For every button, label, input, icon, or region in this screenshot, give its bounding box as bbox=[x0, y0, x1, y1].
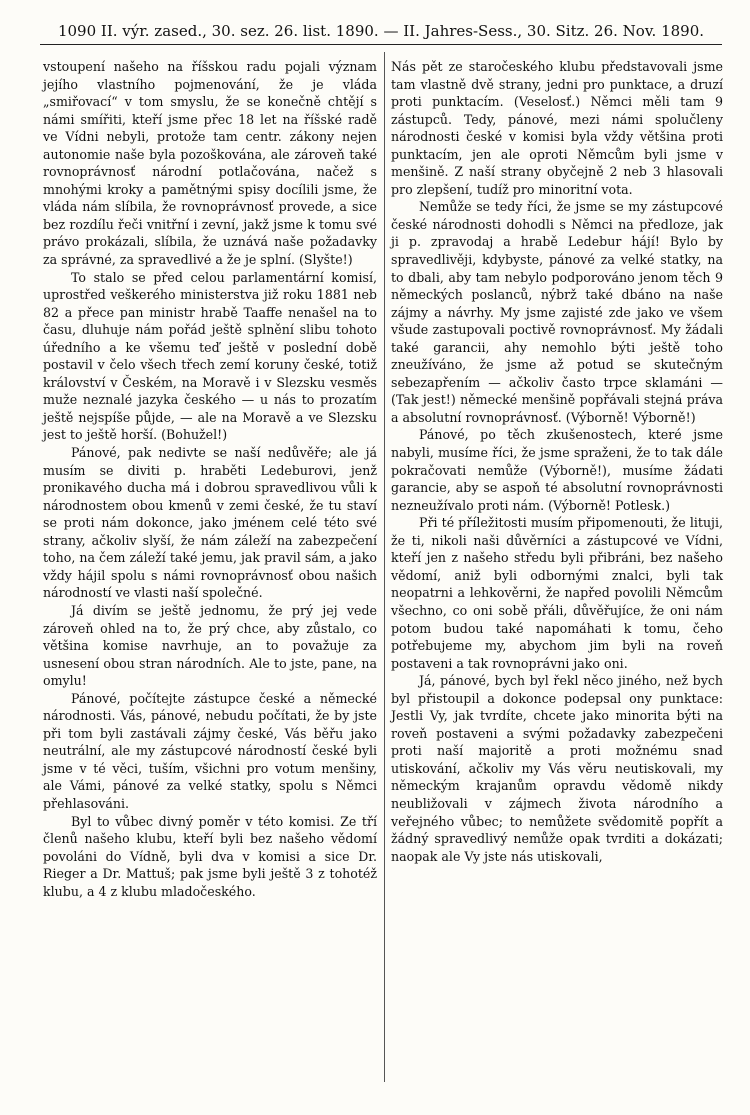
paragraph: To stalo se před celou parlamentární komisí, uprostřed veškerého ministerstva již roku 1881 neb 82 a přece pan ministr hrabě Taaffe nenašel na to času, dluhuje nám pořád ještě splnění slibu tohoto úředního a ke všemu teď ještě v poslední době postavil v čelo všech třech zemí koruny české, totiž království v Českém, na Moravě i v Slezsku vesměs muže neznalé jazyka českého — u nás to prozatím ještě nejspíše půjde, — ale na Moravě a ve Slezsku jest to ještě horší. (Bohužel!) bbox=[43, 269, 377, 443]
paragraph: vstoupení našeho na říšskou radu pojali význam jejího vlastního pojmenování, že je vláda „smiřovací“ v tom smyslu, že se konečně chtějí s námi smířiti, kteří jsme přec 18 let na říšské radě ve Vídni nebyli, protože tam centr. zákony nejen autonomie naše byla pozoškována, ale zároveň také rovnoprávnosť národní potlačována, načež s mnohými kroky a pamětnými spisy docílili jsme, že vláda nám slíbila, že rovnoprávnosť provede, a sice bez rozdílu řeči vnitřní i zevní, jakž jsme k tomu své právo prokázali, slíbila, že uznává naše požadavky za správné, za spravedlivé a že je splní. (Slyšte!) bbox=[43, 59, 377, 268]
paragraph: Byl to vůbec divný poměr v této komisi. Ze tří členů našeho klubu, kteří byli bez našeho vědomí povoláni do Vídně, byli dva v komisi a sice Dr. Rieger a Dr. Mattuš; pak jsme byli ještě 3 z tohotéž klubu, a 4 z klubu mladočeského. bbox=[43, 813, 377, 899]
paragraph: Nemůže se tedy říci, že jsme se my zástupcové české národnosti dohodli s Němci na předloze, jak ji p. zpravodaj a hrabě Ledebur hájí! Bylo by spravedlivěji, kdybyste, pánové za velké statky, na to dbali, aby tam nebylo podporováno jenom těch 9 německých poslanců, nýbrž také dbáno na naše zájmy a návrhy. My jsme zajisté zde jako ve všem všude zastupovali poctivě rovnoprávnosť. My žádali také garancii, ahy nemohlo býti ještě toho zneužíváno, že jsme až potud se skutečným sebezapřením — ačkoliv často trpce sklamáni — (Tak jest!) německé menšině popřávali stejná práva a absolutní rovnoprávnosť. (Výborně! Výborně!) bbox=[391, 199, 723, 425]
paragraph: Já divím se ještě jednomu, že prý jej vede zároveň ohled na to, že prý chce, aby zůstalo, co většina komise navrhuje, an to považuje za usnesení obou stran národních. Ale to jste, pane, na omylu! bbox=[43, 602, 377, 689]
paragraph: Pánové, po těch zkušenostech, které jsme nabyli, musíme říci, že jsme spraženi, že to tak dále pokračovati nemůže (Výborně!), musíme žádati garancie, aby se aspoň té absolutní rovnoprávnosti nezneužívalo proti nám. (Výborně! Potlesk.) bbox=[391, 427, 723, 513]
page-header: 1090 II. výr. zased., 30. sez. 26. list. 1890. — II. Jahres-Sess., 30. Sitz. 26. Nov. 1890. bbox=[40, 18, 722, 45]
right-column bbox=[391, 58, 723, 865]
left-column bbox=[43, 58, 377, 900]
paragraph: Já, pánové, bych byl řekl něco jiného, než bych byl přistoupil a dokonce podepsal ony punktace: Jestli Vy, jak tvrdíte, chcete jako minorita býti na roveň postaveni a svými požadavky zabezpečeni proti naší majoritě a proti možnému snad utiskování, ačkoliv my Vás věru neutiskovali, my německým krajanům opravdu vědomě nikdy neubližovali v zájmech života národního a veřejného vůbec; to nemůžete svědomitě popřít a žádný spravedlivý nemůže opak tvrditi a dokázati; naopak ale Vy jste nás utiskovali, bbox=[391, 673, 723, 864]
paragraph: Pánové, počítejte zástupce české a německé národnosti. Vás, pánové, nebudu počítati, že by jste při tom byli zastávali zájmy české, Vás běřu jako neutrální, ale my zástupcové národností české byli jsme v té věci, tuším, všichni pro votum menšiny, ale Vámi, pánové za velké statky, spolu s Němci přehlasováni. bbox=[43, 690, 377, 811]
column-divider bbox=[384, 52, 385, 1082]
paragraph: Při té příležitosti musím připomenouti, že lituji, že ti, nikoli naši důvěrníci a zástupcové ve Vídni, kteří jen z našeho středu byli přibráni, bez našeho vědomí, aniž byli odbornými znalci, byli tak neopatrni a lehkověrni, že napřed povolili Němcům všechno, co oni sobě přáli, důvěřujíce, že oni nám potom budou také napomáhati k tomu, čeho potřebujeme my, abychom jim byli na roveň postaveni a tak rovnoprávni jako oni. bbox=[391, 515, 723, 671]
paragraph: Pánové, pak nedivte se naší nedůvěře; ale já musím se diviti p. hraběti Ledeburovi, jenž pronikavého ducha má i dobrou spravedlivou vůli k národnostem obou kmenů v zemi české, že tu staví se proti nám dokonce, jako jménem celé této své strany, ačkoliv slyší, že nám záleží na zabezpečení toho, na čem záleží také jemu, jak pravil sám, a jako vždy hájil spolu s námi rovnoprávnosť obou našich národností ve vlasti naší společné. bbox=[43, 445, 377, 601]
paragraph: Nás pět ze staročeského klubu představovali jsme tam vlastně dvě strany, jedni pro punktace, a druzí proti punktacím. (Veselosť.) Němci měli tam 9 zástupců. Tedy, pánové, mezi námi spolučleny národnosti české v komisi byla vždy většina proti punktacím, jen ale oproti Němcům byli jsme v menšině. Z naší strany obyčejně 2 neb 3 hlasovali pro zlepšení, tudíž pro minoritní vota. bbox=[391, 59, 723, 197]
